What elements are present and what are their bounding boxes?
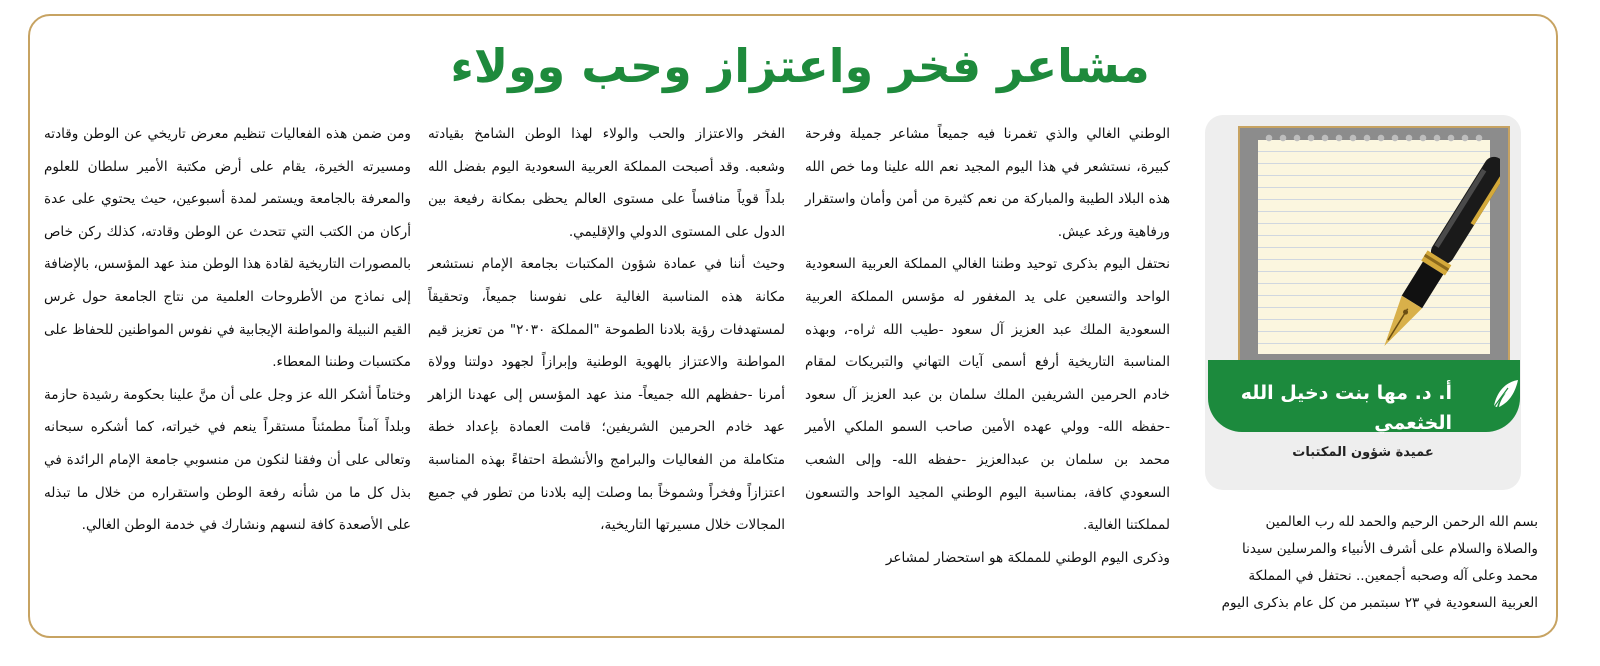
column-2-paragraph-2: وحيث أننا في عمادة شؤون المكتبات بجامعة الإمام نستشعر مكانة هذه المناسبة الغالية على نفوسنا جميعاً، وتحقيقاً لمستهدفات رؤية بلادنا الطموحة "المملكة ٢٠٣٠" من تعزيز قيم المواطنة والاعتزاز بالهوية الوطنية وإبرازاً لجهود دولتنا وولاة أمرنا -حفظهم الله جميعاً- منذ عهد المؤسس إلى عهدنا الزاهر عهد خادم الحرمين الشريفين؛ قامت العمادة بإعداد خطة متكاملة من الفعاليات والبرامج والأنشطة احتفاءً بهذه المناسبة اعتزازاً وفخراً وشموخاً بما وصلت إليه بلادنا من تطور في جميع المجالات خلال مسيرتها التاريخية، (428, 256, 785, 534)
intro-line-2: والصلاة والسلام على أشرف الأنبياء والمرسلين سيدنا (1241, 541, 1538, 557)
column-2-paragraph-1: الفخر والاعتزاز والحب والولاء لهذا الوطن الشامخ بقيادته وشعبه. وقد أصبحت المملكة العربية السعودية اليوم بفضل الله بلداً قوياً منافساً على مستوى العالم يحظى بمكانة رفيعة بين الدول على المستوى الدولي والإقليمي. (428, 126, 785, 240)
quill-icon (1488, 376, 1524, 412)
article-title: مشاعر فخر واعتزاز وحب وولاء (450, 39, 1150, 93)
article-column-2 (428, 118, 785, 542)
column-1-paragraph-2: نحتفل اليوم بذكرى توحيد وطننا الغالي المملكة العربية السعودية الواحد والتسعين على يد المغفور له مؤسس المملكة العربية السعودية الملك عبد العزيز آل سعود -طيب الله ثراه-، وبهذه المناسبة التاريخية أرفع أسمى آيات التهاني والتبريكات لمقام خادم الحرمين الشريفين الملك سلمان بن عبد العزيز آل سعود -حفظه الله- وولي عهده الأمين صاحب السمو الملكي الأمير محمد بن سلمان بن عبدالعزيز -حفظه الله- وإلى الشعب السعودي كافة، بمناسبة اليوم الوطني المجيد الواحد والتسعون لمملكتنا الغالية. (805, 256, 1170, 534)
intro-line-4: العربية السعودية في ٢٣ سبتمبر من كل عام بذكرى اليوم (1221, 595, 1538, 611)
article-intro (1188, 509, 1538, 617)
column-3-paragraph-2: وختاماً أشكر الله عز وجل على أن منَّ علينا بحكومة رشيدة حازمة وبلداً آمناً مطمئناً مستقراً ينعم في خيراته، كما أشكره سبحانه وتعالى على أن وفقنا لنكون من منسوبي جامعة الإمام الرائدة في بذل كل ما من شأنه رفعة الوطن واستقراره من خلال ما تبذله على الأصعدة كافة لنسهم ونشارك في خدمة الوطن الغالي. (44, 386, 411, 534)
fountain-pen-icon (1380, 150, 1500, 365)
intro-line-1: بسم الله الرحمن الرحيم والحمد لله رب العالمين (1265, 514, 1538, 530)
intro-line-3: محمد وعلى آله وصحبه أجمعين.. نحتفل في المملكة (1248, 568, 1538, 584)
column-1-paragraph-1: الوطني الغالي والذي تغمرنا فيه جميعاً مشاعر جميلة وفرحة كبيرة، نستشعر في هذا اليوم المجيد نعم الله علينا وما خص الله هذه البلاد الطيبة والمباركة من نعم كثيرة من أمن وأمان واستقرار ورفاهية ورغد عيش. (805, 126, 1170, 240)
column-1-paragraph-3: وذكرى اليوم الوطني للمملكة هو استحضار لمشاعر (885, 549, 1170, 566)
column-3-paragraph-1: ومن ضمن هذه الفعاليات تنظيم معرض تاريخي عن الوطن وقادته ومسيرته الخيرة، يقام على أرض مكتبة الأمير سلطان للعلوم والمعرفة بالجامعة ويستمر لمدة أسبوعين، حيث يحتوي على عدة أركان من الكتب التي تتحدث عن الوطن وقادته، كذلك ركن خاص بالمصورات التاريخية لقادة هذا الوطن منذ عهد المؤسس، بالإضافة إلى نماذج من الأطروحات العلمية من نتاج الجامعة حول غرس القيم النبيلة والمواطنة الإيجابية في نفوس المواطنين للحفاظ على مكتسبات وطننا المعطاء. (44, 126, 411, 371)
notepad-rings (1262, 133, 1486, 143)
author-role: عميدة شؤون المكتبات (1292, 445, 1434, 460)
author-name: أ. د. مها بنت دخيل الله الخثعمي (1240, 382, 1452, 434)
article-column-1 (805, 118, 1170, 574)
article-column-3 (44, 118, 411, 542)
